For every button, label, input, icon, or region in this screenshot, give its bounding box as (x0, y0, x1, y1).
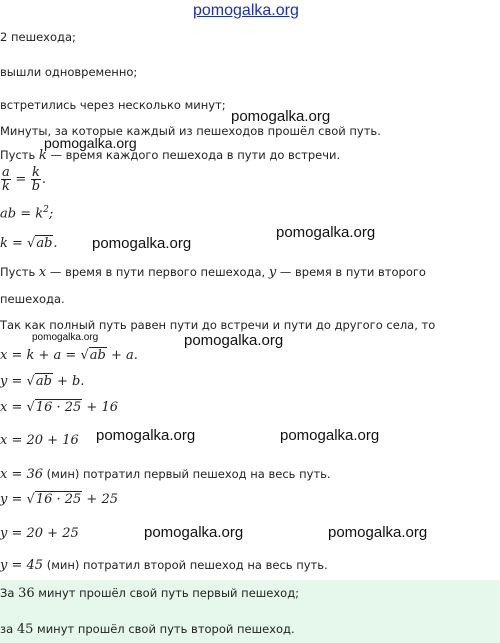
math-line-x-20: x = 20 + 16 (0, 433, 79, 448)
math-part: y = 45 (0, 558, 44, 573)
watermark-1: pomogalka.org (231, 108, 331, 125)
math-line-x-sqrt (0, 400, 118, 415)
denominator: b (31, 179, 41, 194)
sqrt-sign: √ (26, 374, 35, 389)
math-var-x: x (38, 265, 47, 280)
text-line-4: Минуты, за которые каждый из пешеходов прошёл свой путь. (0, 124, 381, 138)
text-part: (мин) потратил второй пешеход на весь путь. (43, 558, 328, 572)
math-line-y-sqrt (0, 492, 118, 507)
denominator: k (1, 179, 10, 194)
math-part: ab = k (0, 206, 44, 222)
text-part: минут прошёл свой путь первый пешеход; (34, 586, 300, 600)
math-line-k (0, 236, 58, 251)
math-part: + b. (52, 374, 85, 389)
text-part: — время в пути второго (276, 265, 426, 279)
sqrt-radicand: ab (35, 374, 52, 389)
math-line-ab (0, 205, 53, 221)
sqrt-radicand: ab (89, 348, 106, 363)
math-part: + a. (106, 348, 138, 363)
math-part: y = (0, 374, 27, 389)
math-part: x = k + a = (0, 348, 81, 363)
text-line-1: 2 пешехода; (0, 30, 76, 44)
exponent: 2 (43, 205, 49, 215)
math-part: k = (0, 236, 28, 251)
text-line-y-result (0, 558, 328, 573)
answer-number: 36 (18, 586, 35, 601)
text-part: Пусть (0, 265, 39, 279)
sqrt-sign: √ (80, 348, 89, 363)
text-line-11: Так как полный путь равен пути до встречи и пути до другого села, то (0, 318, 436, 332)
text-line-10: пешехода. (0, 292, 65, 306)
watermark-2: pomogalka.org (44, 135, 137, 151)
math-part: + 25 (82, 492, 118, 507)
watermark-4: pomogalka.org (276, 224, 376, 241)
text-part: За (0, 586, 19, 600)
watermark-5: pomogalka.org (32, 332, 99, 343)
math-var-y: y (268, 265, 277, 280)
sqrt-sign: √ (27, 236, 36, 251)
sqrt-radicand: 16 · 25 (35, 400, 82, 415)
answer-line-2 (0, 622, 295, 637)
sqrt-radicand: ab (36, 236, 53, 251)
math-line-x-sum (0, 348, 138, 363)
watermark-8: pomogalka.org (280, 427, 380, 444)
text-part: — время каждого пешехода в пути до встречи. (46, 148, 341, 162)
answer-number: 45 (16, 622, 34, 637)
numerator: a (2, 165, 10, 180)
math-line-y-sum (0, 374, 85, 389)
math-part: ; (48, 206, 54, 222)
text-part: минут прошёл свой путь второй пешеход. (33, 622, 295, 636)
period: . (41, 172, 47, 187)
text-line-9 (0, 265, 426, 280)
sqrt-sign: √ (26, 492, 35, 507)
watermark-3: pomogalka.org (92, 235, 192, 252)
period: . (53, 236, 58, 251)
math-part: y = (0, 492, 27, 507)
answer-line-1 (0, 586, 299, 601)
watermark-6: pomogalka.org (184, 332, 284, 349)
answer-box (0, 580, 500, 643)
text-part: (мин) потратил первый пешеход на весь путь. (43, 467, 331, 481)
math-part: x = 36 (0, 467, 44, 482)
text-line-x-result (0, 467, 331, 482)
watermark-top-link[interactable]: pomogalka.org (193, 2, 299, 19)
watermark-9: pomogalka.org (144, 524, 244, 541)
watermark-7: pomogalka.org (96, 427, 196, 444)
fraction-a-k (1, 166, 11, 193)
text-part: Пусть (0, 148, 39, 162)
math-var-k: k (38, 148, 47, 163)
text-line-2: вышли одновременно; (0, 65, 138, 79)
watermark-10: pomogalka.org (328, 524, 428, 541)
text-part: — время в пути первого пешехода, (46, 265, 269, 279)
equals-sign: = (15, 172, 27, 187)
math-part: + 16 (82, 400, 118, 415)
text-line-5 (0, 148, 340, 163)
math-fraction-line (0, 166, 46, 193)
text-part: за (0, 622, 17, 636)
math-part: x = (0, 400, 27, 415)
fraction-k-b (31, 166, 41, 193)
sqrt-radicand: 16 · 25 (35, 492, 82, 507)
sqrt-sign: √ (26, 400, 35, 415)
numerator: k (31, 165, 40, 180)
math-line-y-20: y = 20 + 25 (0, 526, 79, 541)
text-line-3: встретились через несколько минут; (0, 98, 226, 112)
